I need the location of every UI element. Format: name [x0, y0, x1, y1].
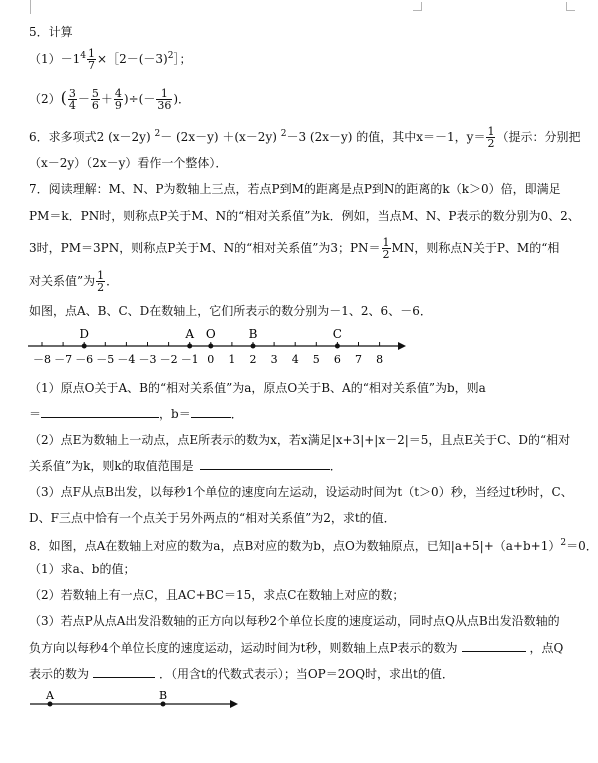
point-dot — [335, 344, 340, 349]
equals: ＝ — [29, 407, 42, 421]
answer-blank-q[interactable] — [93, 665, 155, 678]
frac-num: 3 — [68, 87, 76, 100]
q7-sub2-line1: （2）点E为数轴上一动点，点E所表示的数为x，若x满足|x+3|+|x－2|＝5，且点E关于C、D的“相对 — [29, 433, 571, 447]
answer-blank-p[interactable] — [462, 639, 526, 652]
q7-line2: PM＝k．PN时，则称点P关于M、N的“相对关系值”为k．例如，当点M、N、P表示的数分别为0、2、 — [29, 209, 580, 223]
q5-part2-mid: )÷(－ — [123, 92, 156, 106]
point-dot — [187, 344, 192, 349]
tick-label: 4 — [291, 353, 299, 366]
point-dot — [251, 344, 256, 349]
q7-line4-a: 对关系值”为 — [29, 274, 96, 288]
q5-part2-label: （2） — [29, 92, 61, 106]
q8-line6 — [29, 665, 454, 682]
q8-line1 — [29, 535, 598, 554]
tick-label: －6 — [75, 353, 94, 366]
corner-mark-top-right — [566, 2, 575, 11]
q8-line4: （3）若点P从点A出发沿数轴的正方向以每秒2个单位长度的速度运动，同时点Q从点B出发沿数轴的 — [29, 614, 560, 628]
fraction — [156, 88, 172, 111]
q6-exp2: 2 — [280, 129, 287, 139]
frac-den: 4 — [68, 99, 76, 112]
fraction — [114, 88, 123, 111]
tick-label: －8 — [33, 353, 51, 366]
q7-number-line — [26, 326, 406, 372]
paren: ( — [60, 88, 67, 107]
q7-sub3-line2: D、F三点中恰有一个点关于另外两点的“相对关系值”为2，求t的值． — [29, 511, 396, 525]
frac-num: 1 — [487, 125, 495, 138]
q6-text-b: － (2x－y) ＋(x－2y) — [160, 130, 281, 144]
q8-number-line — [28, 688, 238, 712]
frac-num: 1 — [156, 88, 172, 100]
frac-den: 2 — [382, 248, 390, 261]
axis-arrow — [230, 700, 238, 708]
tick-label: 2 — [249, 353, 257, 366]
q5-part1-end: ］； — [173, 52, 192, 66]
q7-line3 — [29, 237, 559, 260]
tick-label: 8 — [376, 353, 384, 366]
period: ． — [230, 407, 243, 421]
q5-part1-label: （1） — [29, 52, 61, 66]
tick-label: 3 — [270, 353, 278, 366]
q5-part2 — [29, 88, 190, 111]
q6-line1 — [29, 126, 580, 149]
point-label: C — [332, 327, 342, 341]
point-dot — [208, 344, 213, 349]
text: ．（用含t的代数式表示）；当OP＝2OQ时，求出t的值． — [159, 667, 454, 681]
q7-line3-a: 3时，PM＝3PN，则称点P关于M、N的“相对关系值”为3；PN＝ — [29, 241, 381, 255]
q7-sub3-line1: （3）点F从点B出发，以每秒1个单位的速度向左运动，设运动时间为t（t＞0）秒，当经过t秒时，C、 — [29, 485, 573, 499]
op: － — [77, 92, 90, 106]
q6-text-d: （提示：分别把 — [496, 130, 581, 144]
frac-den: 36 — [157, 99, 172, 112]
frac-num: 4 — [114, 87, 122, 100]
q6-text-a: 6．求多项式2 (x－2y) — [29, 130, 155, 144]
tick-label: 5 — [312, 353, 320, 366]
tick-label: －4 — [117, 353, 136, 366]
q8-line1-b: ＝0． — [566, 539, 598, 553]
frac-den: 7 — [88, 59, 96, 72]
fraction — [486, 126, 495, 149]
q5-part2-end: )． — [173, 92, 191, 106]
tick-label: －3 — [138, 353, 157, 366]
text: ，b＝ — [159, 407, 191, 421]
q8-exp: 2 — [560, 538, 567, 548]
answer-blank-k-range[interactable] — [200, 457, 330, 470]
q7-line4-b: ． — [106, 274, 119, 288]
text: 负方向以每秒4个单位长度的速度运动，运动时间为t秒，则数轴上点P表示的数为 — [29, 641, 458, 655]
point-dot — [161, 702, 166, 707]
q8-line5 — [29, 639, 563, 656]
tick-label: 1 — [228, 353, 236, 366]
q7-sub1-line1: （1）原点O关于A、B的“相对关系值”为a，原点O关于B、A的“相对关系值”为b，则a — [29, 381, 486, 395]
text: 表示的数为 — [29, 667, 90, 681]
axis-arrow — [398, 342, 406, 350]
q7-line4 — [29, 270, 118, 293]
corner-mark-top-mid — [413, 2, 422, 11]
point-label: B — [158, 689, 168, 702]
fraction — [91, 88, 100, 111]
frac-den: 2 — [487, 137, 495, 150]
tick-label: 6 — [333, 353, 341, 366]
q5-part1-term: －1 — [60, 52, 81, 66]
q6-line2: （x－2y）（2x－y）看作一个整体）． — [29, 156, 228, 170]
q7-sub1-line2 — [29, 405, 243, 422]
answer-blank-a[interactable] — [41, 405, 159, 418]
q7-line1: 7．阅读理解：M、N、P为数轴上三点，若点P到M的距离是点P到N的距离的k（k＞0）倍，即满足 — [29, 182, 561, 196]
tick-label: －1 — [180, 353, 199, 366]
op: ＋ — [100, 92, 113, 106]
answer-blank-b[interactable] — [191, 405, 231, 418]
q7-line5: 如图，点A、B、C、D在数轴上，它们所表示的数分别为－1、2、6、－6． — [29, 304, 432, 318]
tick-label: 0 — [207, 353, 215, 366]
q8-line2: （1）求a、b的值； — [29, 562, 136, 576]
frac-num: 1 — [88, 47, 96, 60]
frac-num: 5 — [91, 87, 99, 100]
fraction — [68, 88, 77, 111]
tick-label: －2 — [159, 353, 178, 366]
text: 关系值”为k，则k的取值范围是 — [29, 459, 194, 473]
point-label: O — [205, 327, 216, 341]
period: ． — [329, 459, 342, 473]
point-label: B — [248, 327, 258, 341]
frac-den: 9 — [114, 99, 122, 112]
fraction — [382, 237, 391, 260]
tick-label: 7 — [355, 353, 362, 366]
point-dot — [82, 344, 87, 349]
tick-label: －7 — [54, 353, 73, 366]
fraction — [96, 270, 105, 293]
q5-title: 5．计算 — [29, 25, 73, 39]
q6-exp1: 2 — [154, 129, 161, 139]
q5-part1 — [29, 48, 191, 71]
q6-text-c: －3 (2x－y) 的值，其中x＝－1，y＝ — [286, 130, 486, 144]
frac-den: 2 — [97, 281, 105, 294]
corner-mark-top-left — [22, 0, 31, 14]
frac-num: 1 — [97, 269, 105, 282]
q5-part1-exp2: 2 — [167, 51, 174, 61]
q8-line1-a: 8．如图，点A在数轴上对应的数为a，点B对应的数为b，点O为数轴原点，已知|a+5|+（a+b+1） — [29, 539, 561, 553]
point-label: A — [46, 689, 54, 702]
fraction — [87, 48, 96, 71]
point-label: A — [185, 327, 195, 341]
q7-sub2-line2 — [29, 457, 342, 474]
point-label: D — [79, 327, 90, 341]
tick-label: －5 — [96, 353, 115, 366]
point-dot — [48, 702, 53, 707]
frac-den: 6 — [91, 99, 99, 112]
q8-line3: （2）若数轴上有一点C，且AC+BC＝15，求点C在数轴上对应的数； — [29, 588, 405, 602]
frac-num: 1 — [382, 236, 390, 249]
q5-part1-exp: 4 — [80, 51, 87, 61]
q7-line3-b: MN，则称点N关于P、M的“相 — [391, 241, 560, 255]
text: ，点Q — [529, 641, 564, 655]
q5-part1-bracket: ×［2－(－3) — [97, 52, 168, 66]
